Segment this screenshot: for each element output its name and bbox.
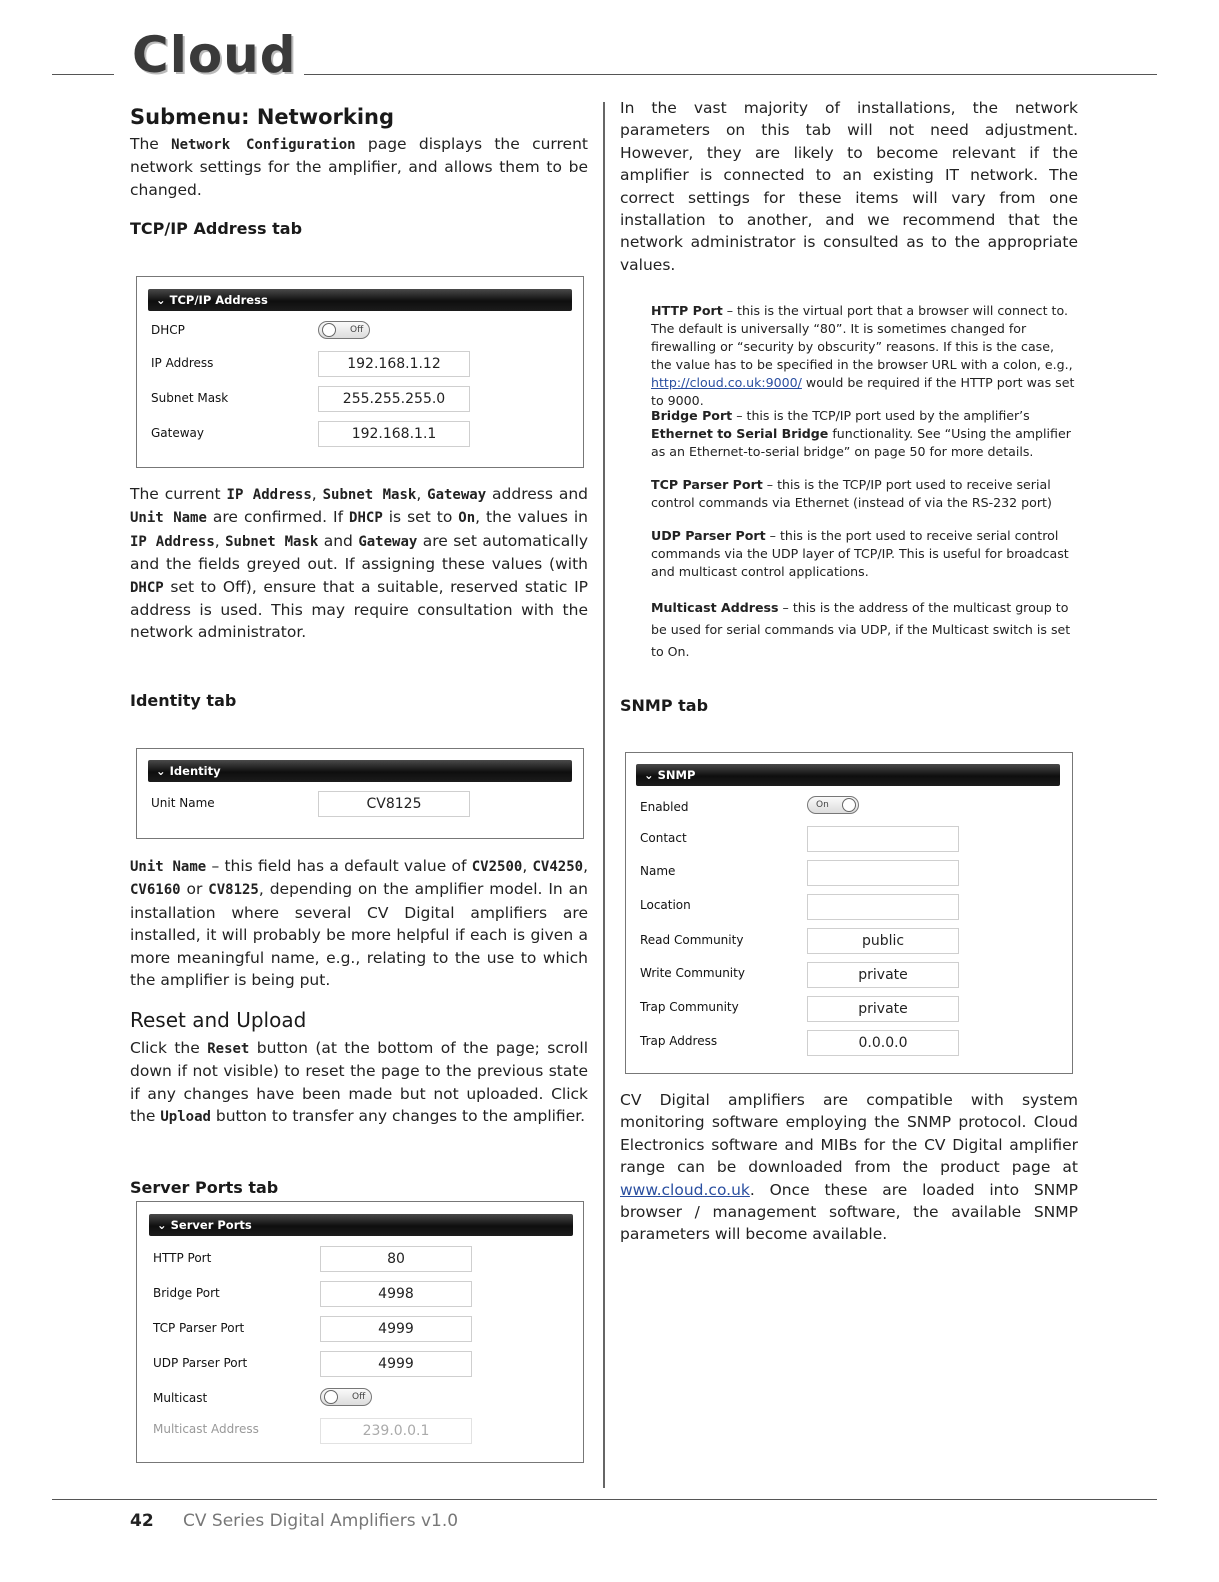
document-title: CV Series Digital Amplifiers v1.0 xyxy=(183,1511,459,1531)
multicast-address-field: 239.0.0.1 xyxy=(320,1418,472,1444)
identity-panel xyxy=(136,748,584,839)
network-parameters-intro: In the vast majority of installations, the network parameters on this tab will not need adjustment. However, they are likely to become relevant if the amplifier is connected to an existing IT network. The correct settings for these items will vary from one installation to another, and we recommend that the network administrator is consulted as to the appropriate values. xyxy=(620,99,1078,274)
snmp-panel-title[interactable]: ⌄ SNMP xyxy=(636,764,1060,786)
tcp-ip-panel-title[interactable]: ⌄ TCP/IP Address xyxy=(148,289,572,311)
snmp-contact-label: Contact xyxy=(640,831,687,845)
bridge-port-label: Bridge Port xyxy=(153,1286,220,1300)
tcp-parser-port-label: TCP Parser Port xyxy=(153,1321,245,1335)
read-community-label: Read Community xyxy=(640,933,744,947)
server-ports-panel xyxy=(136,1201,584,1463)
udp-parser-port-description: UDP Parser Port – this is the port used to receive serial control commands via the UDP layer of TCP/IP. This is useful for broadcast and multicast control applications. xyxy=(651,528,1069,579)
trap-address-label: Trap Address xyxy=(640,1034,718,1048)
snmp-name-field[interactable] xyxy=(807,860,959,886)
trap-community-field[interactable]: private xyxy=(807,996,959,1022)
gateway-label: Gateway xyxy=(151,426,205,440)
write-community-field[interactable]: private xyxy=(807,962,959,988)
cloud-logo: Cloud xyxy=(132,26,297,84)
snmp-name-label: Name xyxy=(640,864,676,878)
server-ports-tab-heading: Server Ports tab xyxy=(130,1178,279,1197)
dhcp-label: DHCP xyxy=(151,323,185,337)
snmp-tab-heading: SNMP tab xyxy=(620,696,709,715)
http-port-label: HTTP Port xyxy=(153,1251,212,1265)
http-port-field[interactable]: 80 xyxy=(320,1246,472,1272)
multicast-address-description: Multicast Address – this is the address of the multicast group to be used for serial commands via UDP, if the Multicast switch is set to On. xyxy=(651,600,1071,659)
toggle-knob xyxy=(842,798,856,812)
multicast-toggle[interactable]: Off xyxy=(320,1388,372,1406)
write-community-label: Write Community xyxy=(640,966,745,980)
ip-address-label: IP Address xyxy=(151,356,214,370)
networking-intro: The Network Configuration page displays the current network settings for the amplifier, and allows them to be changed. xyxy=(130,135,588,199)
tcp-explanation: The current IP Address, Subnet Mask, Gateway address and Unit Name are confirmed. If DHCP is set to On, the values in IP Address, Subnet Mask and Gateway are set automatically and the fields greyed out. If assigning these values (with DHCP set to Off), ensure that a suitable, reserved static IP address is used. This may require consultation with the network administrator. xyxy=(130,485,588,642)
cloud-website-link[interactable]: www.cloud.co.uk xyxy=(620,1180,750,1199)
header-rule-left xyxy=(52,74,114,75)
identity-panel-title[interactable]: ⌄ Identity xyxy=(148,760,572,782)
subnet-mask-field[interactable]: 255.255.255.0 xyxy=(318,386,470,412)
tcp-parser-port-field[interactable]: 4999 xyxy=(320,1316,472,1342)
snmp-explanation: CV Digital amplifiers are compatible with system monitoring software employing the SNMP protocol. Cloud Electronics software and MIBs for the CV Digital amplifier range can be downloaded from the product page at www.cloud.co.uk. Once these are loaded into SNMP browser / management software, the available SNMP parameters will become available. xyxy=(620,1091,1078,1244)
read-community-field[interactable]: public xyxy=(807,928,959,954)
column-divider xyxy=(603,102,605,1488)
page-number: 42 xyxy=(130,1511,154,1531)
identity-tab-heading: Identity tab xyxy=(130,691,237,710)
snmp-enabled-toggle[interactable]: On xyxy=(807,796,859,814)
trap-address-field[interactable]: 0.0.0.0 xyxy=(807,1030,959,1056)
tcp-ip-panel xyxy=(136,276,584,468)
snmp-contact-field[interactable] xyxy=(807,826,959,852)
unit-name-field[interactable]: CV8125 xyxy=(318,791,470,817)
dhcp-toggle[interactable]: Off xyxy=(318,321,370,339)
subnet-mask-label: Subnet Mask xyxy=(151,391,229,405)
toggle-knob xyxy=(324,1390,338,1404)
gateway-field[interactable]: 192.168.1.1 xyxy=(318,421,470,447)
trap-community-label: Trap Community xyxy=(640,1000,739,1014)
udp-parser-port-label: UDP Parser Port xyxy=(153,1356,248,1370)
snmp-location-label: Location xyxy=(640,898,691,912)
http-port-description: HTTP Port – this is the virtual port that a browser will connect to. The default is universally “80”. It is sometimes changed for firewalling or “security by obscurity” reasons. If this is the case, the value has to be specified in the browser URL with a colon, e.g., http://cloud.co.uk:9000/ would be required if the HTTP port was set to 9000. xyxy=(651,303,1075,408)
unit-name-label: Unit Name xyxy=(151,796,215,810)
multicast-address-label: Multicast Address xyxy=(153,1422,259,1436)
toggle-knob xyxy=(322,323,336,337)
tcp-tab-heading: TCP/IP Address tab xyxy=(130,219,303,238)
ip-address-field[interactable]: 192.168.1.12 xyxy=(318,351,470,377)
snmp-panel xyxy=(625,752,1073,1074)
snmp-enabled-label: Enabled xyxy=(640,800,689,814)
footer-rule xyxy=(52,1499,1157,1500)
section-heading-networking: Submenu: Networking xyxy=(130,105,395,129)
bridge-port-description: Bridge Port – this is the TCP/IP port used by the amplifier’s Ethernet to Serial Bridge functionality. See “Using the amplifier as an Ethernet-to-serial bridge” on page 50 for more details. xyxy=(651,408,1071,459)
reset-upload-text: Click the Reset button (at the bottom of the page; scroll down if not visible) to reset the page to the previous state if any changes have been made but not uploaded. Click the Upload button to transfer any changes to the amplifier. xyxy=(130,1039,588,1126)
multicast-label: Multicast xyxy=(153,1391,208,1405)
tcp-parser-port-description: TCP Parser Port – this is the TCP/IP port used to receive serial control commands via Ethernet (instead of via the RS-232 port) xyxy=(651,477,1052,510)
reset-upload-heading: Reset and Upload xyxy=(130,1008,307,1032)
udp-parser-port-field[interactable]: 4999 xyxy=(320,1351,472,1377)
snmp-location-field[interactable] xyxy=(807,894,959,920)
cloud-url-link[interactable]: http://cloud.co.uk:9000/ xyxy=(651,375,802,390)
server-ports-panel-title[interactable]: ⌄ Server Ports xyxy=(149,1214,573,1236)
header-rule-right xyxy=(304,74,1157,75)
bridge-port-field[interactable]: 4998 xyxy=(320,1281,472,1307)
identity-explanation: Unit Name – this field has a default value of CV2500, CV4250, CV6160 or CV8125, depending on the amplifier model. In an installation where several CV Digital amplifiers are installed, it will probably be more helpful if each is given a more meaningful name, e.g., relating to the use to which the amplifier is being put. xyxy=(130,857,589,990)
